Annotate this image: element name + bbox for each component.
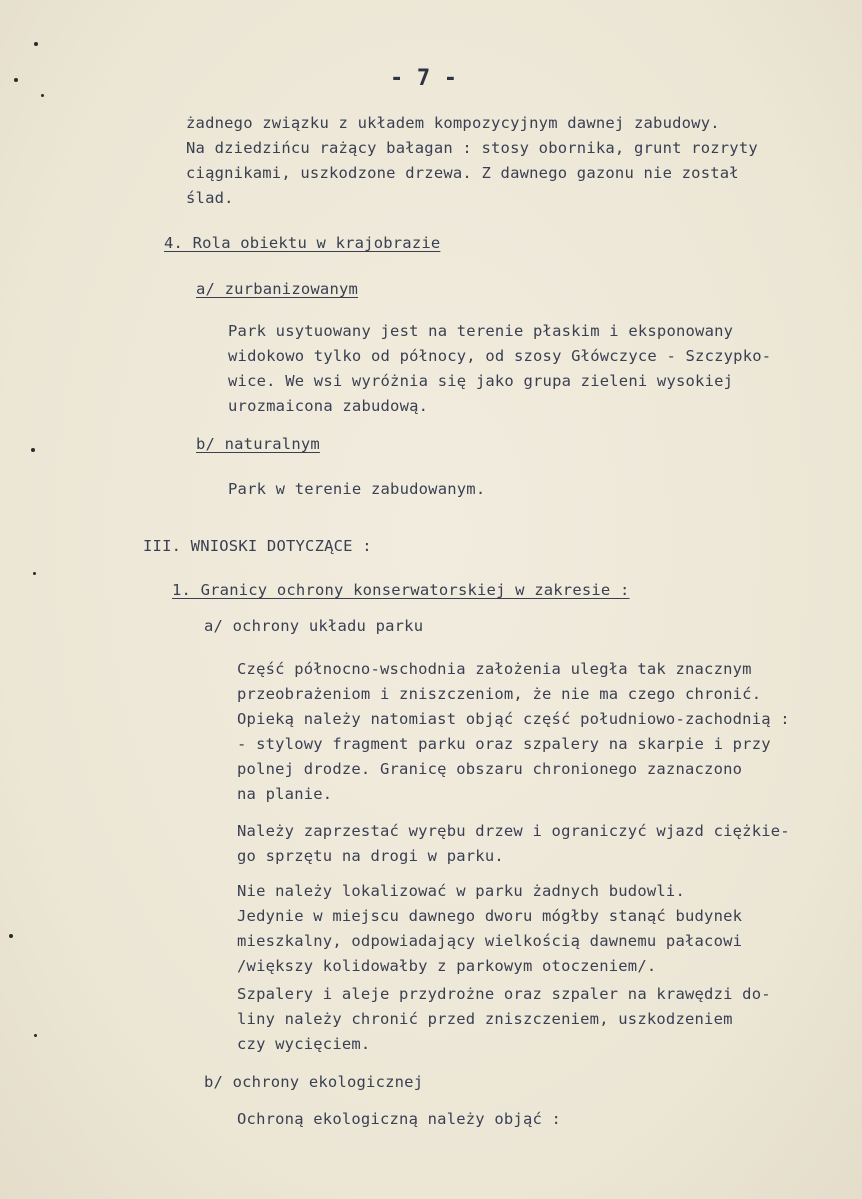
margin-speck: [34, 42, 38, 46]
text-line: Należy zaprzestać wyrębu drzew i ograniczyć wjazd ciężkie-: [237, 822, 790, 840]
margin-speck: [34, 1034, 37, 1037]
text-line: 4. Rola obiektu w krajobrazie: [164, 234, 441, 252]
text-line: urozmaicona zabudową.: [228, 397, 429, 415]
text-line: Na dziedzińcu rażący bałagan : stosy obornika, grunt rozryty: [186, 139, 758, 157]
text-line: - stylowy fragment parku oraz szpalery na skarpie i przy: [237, 735, 771, 753]
text-line: b/ ochrony ekologicznej: [204, 1073, 424, 1091]
text-line: widokowo tylko od północy, od szosy Główczyce - Szczypko-: [228, 347, 772, 365]
text-line: 1. Granicy ochrony konserwatorskiej w zakresie :: [172, 581, 630, 599]
margin-speck: [14, 78, 18, 82]
text-line: a/ zurbanizowanym: [196, 280, 359, 298]
margin-speck: [31, 448, 35, 452]
page-number: - 7 -: [390, 66, 458, 91]
text-line: żadnego związku z układem kompozycyjnym dawnej zabudowy.: [186, 114, 720, 132]
text-line: a/ ochrony układu parku: [204, 617, 424, 635]
margin-speck: [41, 94, 44, 97]
text-line: ślad.: [186, 189, 234, 207]
text-line: mieszkalny, odpowiadający wielkością dawnemu pałacowi: [237, 932, 743, 950]
text-line: Jedynie w miejscu dawnego dworu mógłby stanąć budynek: [237, 907, 743, 925]
text-line: b/ naturalnym: [196, 435, 320, 453]
margin-speck: [9, 934, 13, 938]
text-line: Szpalery i aleje przydrożne oraz szpaler na krawędzi do-: [237, 985, 771, 1003]
text-line: /większy kolidowałby z parkowym otoczeniem/.: [237, 957, 657, 975]
text-line: Nie należy lokalizować w parku żadnych budowli.: [237, 882, 685, 900]
text-line: Opieką należy natomiast objąć część południowo-zachodnią :: [237, 710, 790, 728]
text-line: go sprzętu na drogi w parku.: [237, 847, 504, 865]
text-line: polnej drodze. Granicę obszaru chronionego zaznaczono: [237, 760, 743, 778]
margin-speck: [33, 572, 36, 575]
text-line: liny należy chronić przed zniszczeniem, uszkodzeniem: [237, 1010, 733, 1028]
text-line: czy wycięciem.: [237, 1035, 371, 1053]
text-line: Park usytuowany jest na terenie płaskim i eksponowany: [228, 322, 734, 340]
text-line: III. WNIOSKI DOTYCZĄCE :: [143, 537, 372, 555]
text-line: Ochroną ekologiczną należy objąć :: [237, 1110, 562, 1128]
text-line: ciągnikami, uszkodzone drzewa. Z dawnego gazonu nie został: [186, 164, 739, 182]
text-line: wice. We wsi wyróżnia się jako grupa zieleni wysokiej: [228, 372, 734, 390]
text-line: na planie.: [237, 785, 333, 803]
text-line: przeobrażeniom i zniszczeniom, że nie ma czego chronić.: [237, 685, 762, 703]
text-line: Park w terenie zabudowanym.: [228, 480, 486, 498]
text-line: Część północno-wschodnia założenia uległa tak znacznym: [237, 660, 752, 678]
